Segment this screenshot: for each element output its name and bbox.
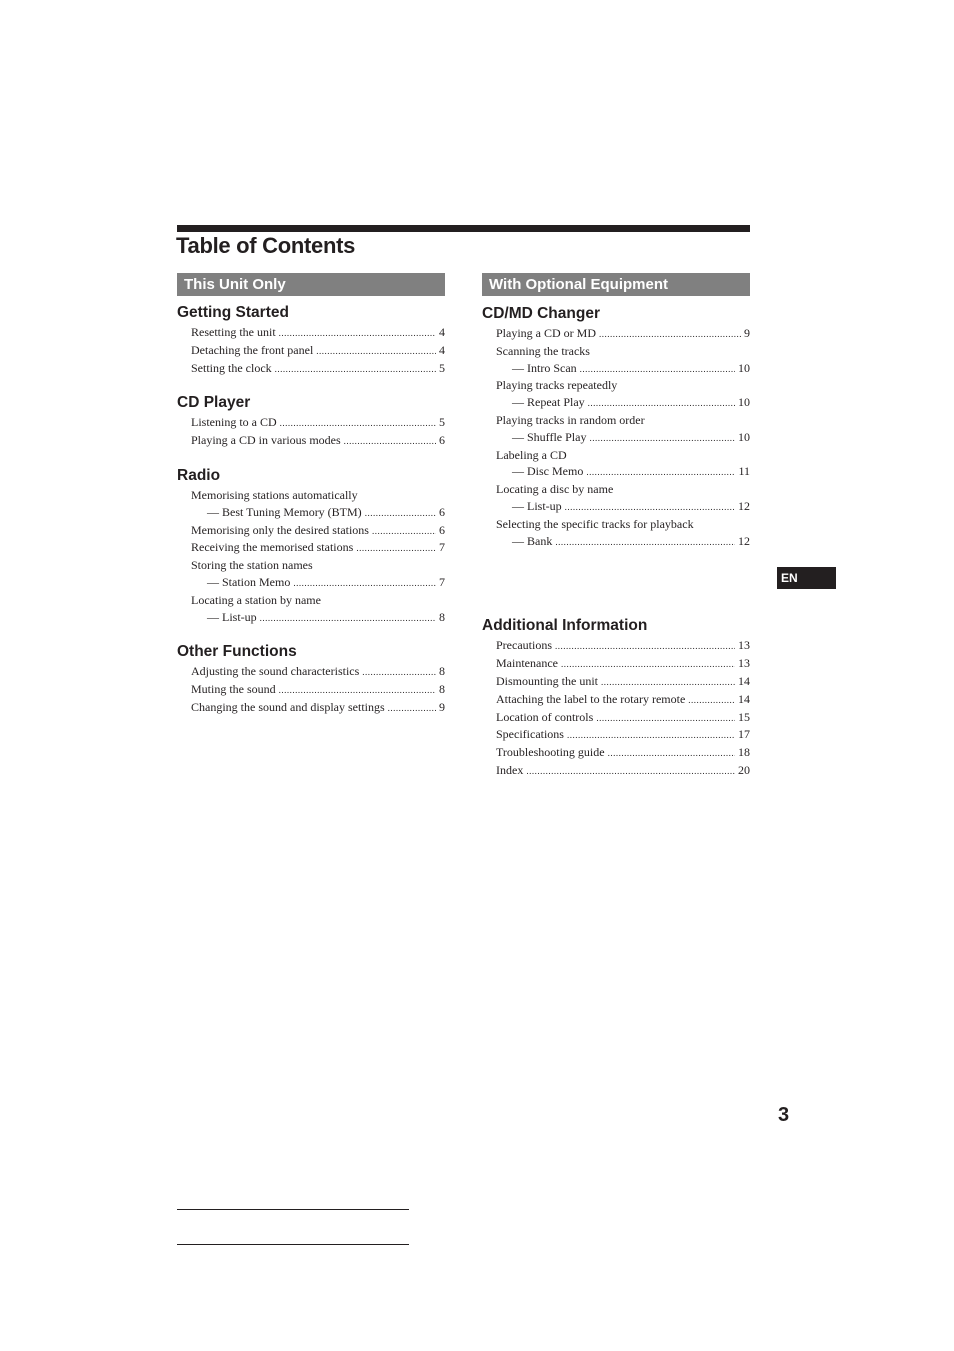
toc-entry[interactable]: Receiving the memorised stations ..... 7 <box>177 539 445 557</box>
toc-entry[interactable]: Specifications ..... 17 <box>482 726 750 744</box>
toc-entry[interactable]: Playing tracks repeatedly <box>496 378 618 393</box>
page-title: Table of Contents <box>176 233 356 258</box>
toc-entry[interactable]: — List-up ..... 12 <box>482 498 750 516</box>
toc-entry[interactable]: Listening to a CD ..... 5 <box>177 414 445 432</box>
toc-entry[interactable]: — Disc Memo ..... 11 <box>482 463 750 481</box>
entry-list <box>177 414 445 450</box>
toc-entry[interactable]: Dismounting the unit ..... 14 <box>482 673 750 691</box>
toc-entry[interactable]: Muting the sound ..... 8 <box>177 681 445 699</box>
section-heading-other-functions: Other Functions <box>177 643 297 661</box>
toc-entry[interactable]: — Station Memo ..... 7 <box>177 574 445 592</box>
entry-list <box>177 487 445 626</box>
section-heading-getting-started: Getting Started <box>177 304 289 321</box>
toc-entry[interactable]: — Intro Scan ..... 10 <box>482 360 750 378</box>
toc-entry[interactable]: Troubleshooting guide ..... 18 <box>482 744 750 762</box>
entry-list <box>482 325 750 550</box>
toc-entry[interactable]: Maintenance ..... 13 <box>482 655 750 673</box>
toc-entry[interactable]: Playing a CD or MD ..... 9 <box>482 325 750 343</box>
toc-entry[interactable]: Locating a disc by name <box>496 482 614 497</box>
section-heading-cd-player: CD Player <box>177 394 251 412</box>
toc-entry[interactable]: Playing tracks in random order <box>496 412 645 427</box>
toc-entry[interactable]: Location of controls ..... 15 <box>482 709 750 727</box>
footer-rule <box>177 1209 409 1210</box>
toc-entry[interactable]: Precautions ..... 13 <box>482 637 750 655</box>
toc-entry[interactable]: Playing a CD in various modes ..... 6 <box>177 432 445 450</box>
toc-entry[interactable]: — Shuffle Play ..... 10 <box>482 429 750 447</box>
column-banner: With Optional Equipment <box>482 273 750 296</box>
toc-entry[interactable]: Locating a station by name <box>191 592 321 607</box>
toc-entry[interactable]: Labeling a CD <box>496 447 567 462</box>
toc-entry[interactable]: — List-up ..... 8 <box>177 609 445 627</box>
toc-entry[interactable]: Adjusting the sound characteristics ..... 8 <box>177 663 445 681</box>
toc-entry[interactable]: Setting the clock ..... 5 <box>177 360 445 378</box>
toc-entry[interactable]: Memorising only the desired stations ..... 6 <box>177 522 445 540</box>
column-this-unit-only <box>177 273 445 717</box>
toc-entry[interactable]: Changing the sound and display settings ..... 9 <box>177 699 445 717</box>
language-tab-badge: EN <box>777 567 836 589</box>
toc-entry[interactable]: Index ..... 20 <box>482 762 750 780</box>
toc-entry[interactable]: Memorising stations automatically <box>191 487 358 502</box>
toc-entry[interactable]: — Repeat Play ..... 10 <box>482 394 750 412</box>
entry-list <box>177 663 445 716</box>
entry-list <box>482 637 750 779</box>
column-banner: This Unit Only <box>177 273 445 296</box>
toc-entry[interactable]: — Best Tuning Memory (BTM) ..... 6 <box>177 504 445 522</box>
page-number: 3 <box>778 1104 790 1126</box>
footer-rule <box>177 1244 409 1245</box>
toc-entry[interactable]: Scanning the tracks <box>496 343 590 358</box>
toc-entry[interactable]: Attaching the label to the rotary remote ..... 14 <box>482 691 750 709</box>
top-rule <box>177 225 750 232</box>
toc-entry[interactable]: Detaching the front panel ..... 4 <box>177 342 445 360</box>
column-with-optional-equipment <box>482 273 750 780</box>
entry-list <box>177 324 445 377</box>
toc-entry[interactable]: — Bank ..... 12 <box>482 533 750 551</box>
section-heading-additional-information: Additional Information <box>482 617 648 635</box>
section-heading-cd-md-changer: CD/MD Changer <box>482 305 600 322</box>
toc-entry[interactable]: Selecting the specific tracks for playback <box>496 516 694 531</box>
section-heading-radio: Radio <box>177 466 221 484</box>
toc-entry[interactable]: Storing the station names <box>191 558 313 573</box>
toc-entry[interactable]: Resetting the unit ..... 4 <box>177 324 445 342</box>
